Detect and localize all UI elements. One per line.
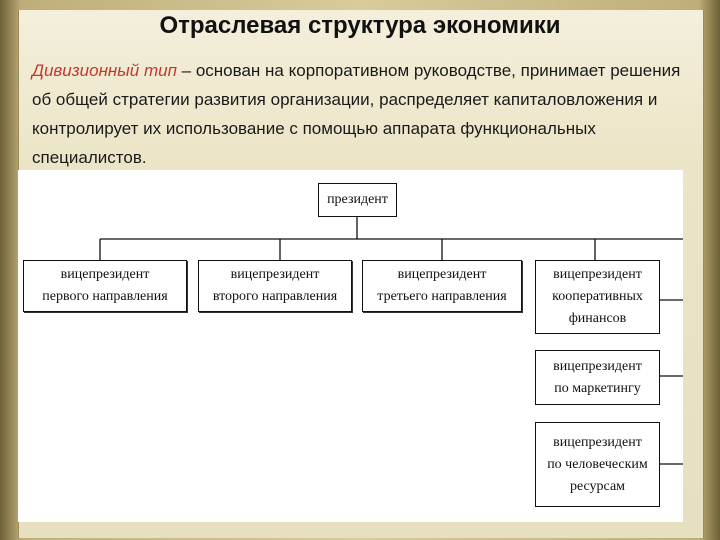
vp-title: вицепрезидент [553,358,642,374]
intro-paragraph [32,56,692,172]
president-box [318,183,397,217]
vp-marketing-box [535,350,660,405]
vp-title: вицепрезидент [397,267,487,282]
vp-area-cont: ресурсам [569,478,626,494]
vp-area: первого направления [42,289,168,304]
vp-area-cont: финансов [568,311,627,326]
vp-first-direction-box [23,260,187,312]
vp-title: вицепрезидент [553,434,642,450]
vp-area: третьего направления [377,289,507,304]
slide-title: Отраслевая структура экономики [159,12,561,39]
intro-term: Дивизионный тип [32,61,177,80]
president-label: президент [327,192,388,207]
vp-area: второго направления [212,289,338,304]
vp-cooperative-finance-box [535,260,660,334]
vp-area: по маркетингу [554,380,641,396]
vp-third-direction-box [362,260,522,312]
vp-title: вицепрезидент [60,267,150,282]
vp-area: кооперативных [552,289,643,304]
vp-human-resources-box [535,422,660,507]
vp-second-direction-box [198,260,352,312]
intro-text: – основан на корпоративном руководстве, принимает решения об общей стратегии развития организации, распределяет капиталовложения и контролирует их использование с помощью аппарата функциональных специалистов. [32,61,681,167]
vp-area: по человеческим [547,456,648,472]
org-chart [18,170,683,522]
vp-title: вицепрезидент [230,267,320,282]
vp-title: вицепрезидент [553,267,642,282]
